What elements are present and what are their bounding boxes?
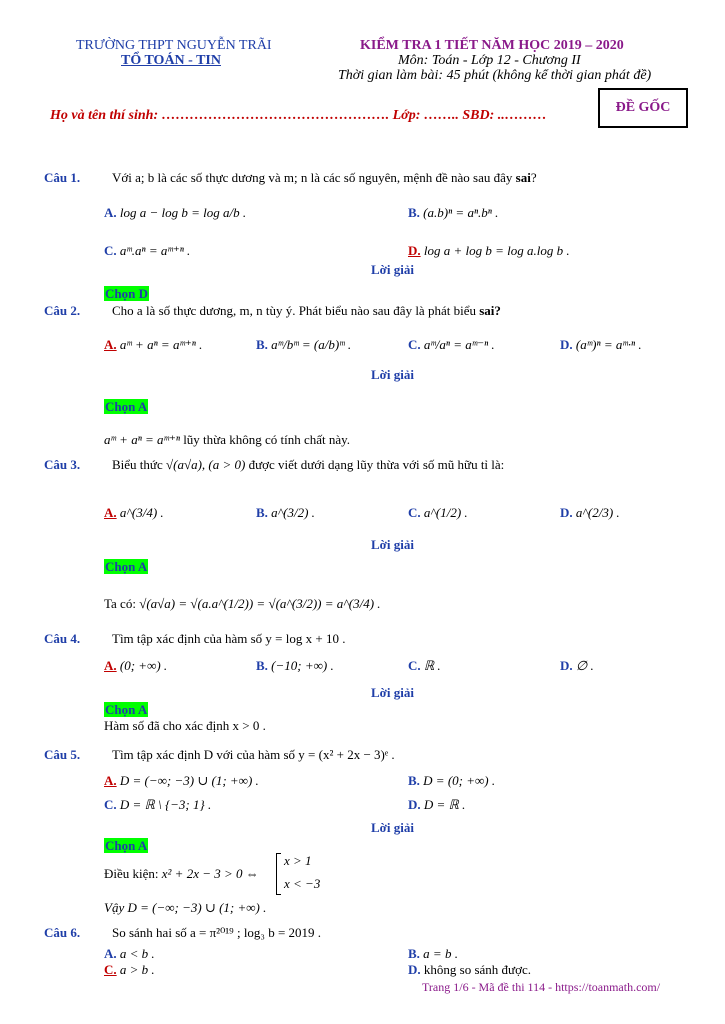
option-letter: A. bbox=[104, 946, 117, 961]
answer-badge bbox=[104, 559, 148, 575]
answer-badge bbox=[104, 399, 148, 415]
question-text: So sánh hai số a = π²⁰¹⁹ ; log₃ b = 2019 . bbox=[112, 925, 322, 940]
option-d[interactable] bbox=[408, 797, 465, 813]
option-a[interactable] bbox=[104, 773, 259, 789]
solution-formula: √(a√a) = √(a.a^(1/2)) = √(a^(3/2)) = a^(3/4) . bbox=[139, 596, 381, 611]
question-end: ? bbox=[530, 170, 537, 185]
option-text: aᵐ.aⁿ = aᵐ⁺ⁿ . bbox=[119, 243, 191, 258]
exam-code-badge bbox=[598, 88, 688, 128]
option-c[interactable] bbox=[408, 337, 495, 353]
option-letter-correct: A. bbox=[104, 658, 117, 673]
solution-conclusion: Vậy D = (−∞; −3) ∪ (1; +∞) . bbox=[104, 900, 267, 915]
question-number: Câu 5. bbox=[44, 747, 81, 762]
option-letter-correct: D. bbox=[408, 243, 421, 258]
option-text: a^(3/2) . bbox=[271, 505, 315, 520]
solution-explanation bbox=[104, 596, 381, 612]
option-a[interactable] bbox=[104, 505, 164, 521]
option-letter: C. bbox=[408, 337, 421, 352]
option-text: D = ℝ . bbox=[423, 797, 466, 812]
question-body: Cho a là số thực dương, m, n tùy ý. Phát biểu nào sau đây là phát biểu bbox=[112, 303, 476, 318]
option-letter: C. bbox=[104, 797, 117, 812]
condition-case-1: x > 1 bbox=[284, 853, 312, 868]
solution-label: Lời giải bbox=[371, 685, 414, 700]
solution-formula: aᵐ + aⁿ = aᵐ⁺ⁿ bbox=[104, 432, 180, 447]
option-c[interactable] bbox=[408, 658, 441, 674]
option-text: (aᵐ)ⁿ = aᵐ·ⁿ . bbox=[575, 337, 642, 352]
option-letter: C. bbox=[104, 243, 117, 258]
option-letter-correct: C. bbox=[104, 962, 117, 977]
question-text bbox=[112, 303, 501, 319]
option-d[interactable] bbox=[408, 243, 570, 259]
exam-title: KIỂM TRA 1 TIẾT NĂM HỌC 2019 – 2020 bbox=[360, 38, 624, 53]
option-b[interactable] bbox=[256, 505, 315, 521]
question-text bbox=[112, 457, 504, 473]
option-b[interactable] bbox=[408, 946, 458, 962]
solution-condition bbox=[104, 866, 259, 882]
option-c[interactable] bbox=[104, 797, 211, 813]
option-b[interactable] bbox=[256, 658, 334, 674]
solution-intro: Ta có: bbox=[104, 596, 136, 611]
option-text: D = (−∞; −3) ∪ (1; +∞) . bbox=[119, 773, 259, 788]
option-text: aᵐ + aⁿ = aᵐ⁺ⁿ . bbox=[119, 337, 203, 352]
answer-text: Chọn A bbox=[105, 399, 148, 414]
option-letter: B. bbox=[256, 658, 268, 673]
option-a[interactable] bbox=[104, 337, 202, 353]
option-text: a < b . bbox=[119, 946, 155, 961]
question-number: Câu 6. bbox=[44, 925, 81, 940]
option-b[interactable] bbox=[408, 773, 495, 789]
option-letter-correct: A. bbox=[104, 337, 117, 352]
exam-duration: Thời gian làm bài: 45 phút (không kể thời gian phát đề) bbox=[338, 68, 652, 83]
solution-label: Lời giải bbox=[371, 537, 414, 552]
option-text: a^(1/2) . bbox=[423, 505, 468, 520]
option-text: aᵐ/bᵐ = (a/b)ᵐ . bbox=[271, 337, 352, 352]
option-letter: A. bbox=[104, 205, 117, 220]
question-number: Câu 4. bbox=[44, 631, 81, 646]
solution-explanation: Hàm số đã cho xác định x > 0 . bbox=[104, 718, 266, 733]
solution-text: lũy thừa không có tính chất này. bbox=[183, 432, 351, 447]
option-a[interactable] bbox=[104, 205, 246, 221]
answer-badge bbox=[104, 702, 148, 718]
question-text bbox=[112, 170, 537, 186]
question-number: Câu 3. bbox=[44, 457, 81, 472]
option-text: D = (0; +∞) . bbox=[423, 773, 496, 788]
option-letter: D. bbox=[408, 797, 421, 812]
question-number: Câu 1. bbox=[44, 170, 81, 185]
option-d[interactable] bbox=[560, 658, 594, 674]
answer-text: Chọn D bbox=[105, 286, 148, 301]
option-text: a^(3/4) . bbox=[119, 505, 164, 520]
option-b[interactable] bbox=[408, 205, 498, 221]
option-letter: D. bbox=[560, 658, 573, 673]
badge-text: ĐỀ GỐC bbox=[615, 100, 671, 115]
question-emphasis: sai? bbox=[479, 303, 501, 318]
option-text: aᵐ/aⁿ = aᵐ⁻ⁿ . bbox=[423, 337, 495, 352]
question-text: Tìm tập xác định của hàm số y = log x + 10 . bbox=[112, 631, 346, 646]
department-name: TỔ TOÁN - TIN bbox=[121, 53, 221, 68]
option-c[interactable] bbox=[104, 243, 190, 259]
option-text: (a.b)ⁿ = aⁿ.bⁿ . bbox=[423, 205, 499, 220]
student-info-line: Họ và tên thí sinh: …………………………………………. Lớp: …….. SBD: ..……… bbox=[50, 108, 547, 123]
question-body: Biểu thức bbox=[112, 457, 163, 472]
question-body-end: được viết dưới dạng lũy thừa với số mũ hữu tỉ là: bbox=[248, 457, 505, 472]
condition-formula: x² + 2x − 3 > 0 ⇔ bbox=[161, 866, 259, 881]
option-letter: D. bbox=[560, 337, 573, 352]
question-expression: √(a√a), (a > 0) bbox=[165, 457, 246, 472]
option-letter: B. bbox=[408, 946, 420, 961]
option-letter: B. bbox=[408, 773, 420, 788]
option-text: không so sánh được. bbox=[423, 962, 531, 977]
option-text: ∅ . bbox=[575, 658, 594, 673]
option-d[interactable] bbox=[408, 962, 531, 978]
option-d[interactable] bbox=[560, 337, 642, 353]
exam-subject: Môn: Toán - Lớp 12 - Chương II bbox=[398, 53, 581, 68]
question-emphasis: sai bbox=[515, 170, 531, 185]
option-a[interactable] bbox=[104, 658, 167, 674]
option-text: log a + log b = log a.log b . bbox=[423, 243, 570, 258]
option-text: (0; +∞) . bbox=[119, 658, 168, 673]
option-letter: D. bbox=[560, 505, 573, 520]
solution-explanation bbox=[104, 432, 350, 448]
option-text: (−10; +∞) . bbox=[271, 658, 334, 673]
option-letter: C. bbox=[408, 658, 421, 673]
option-text: a > b . bbox=[119, 962, 155, 977]
option-text: ℝ . bbox=[423, 658, 441, 673]
option-a[interactable] bbox=[104, 946, 155, 962]
question-number: Câu 2. bbox=[44, 303, 81, 318]
option-letter: B. bbox=[256, 337, 268, 352]
answer-text: Chọn A bbox=[105, 559, 148, 574]
option-letter-correct: A. bbox=[104, 505, 117, 520]
solution-label: Lời giải bbox=[371, 262, 414, 277]
condition-label: Điều kiện: bbox=[104, 866, 159, 881]
option-letter: D. bbox=[408, 962, 421, 977]
option-b[interactable] bbox=[256, 337, 351, 353]
option-text: a^(2/3) . bbox=[575, 505, 620, 520]
option-c[interactable] bbox=[408, 505, 468, 521]
option-text: a = b . bbox=[423, 946, 458, 961]
solution-label: Lời giải bbox=[371, 820, 414, 835]
option-text: log a − log b = log a/b . bbox=[119, 205, 247, 220]
answer-badge bbox=[104, 838, 148, 854]
question-body: Với a; b là các số thực dương và m; n là các số nguyên, mệnh đề nào sau đây bbox=[112, 170, 513, 185]
option-d[interactable] bbox=[560, 505, 620, 521]
answer-badge bbox=[104, 286, 149, 302]
condition-case-2: x < −3 bbox=[284, 876, 321, 891]
solution-label: Lời giải bbox=[371, 367, 414, 382]
school-name: TRƯỜNG THPT NGUYỄN TRÃI bbox=[76, 38, 272, 53]
answer-text: Chọn A bbox=[105, 702, 148, 717]
option-text: D = ℝ \ {−3; 1} . bbox=[119, 797, 212, 812]
option-letter: B. bbox=[408, 205, 420, 220]
page-footer: Trang 1/6 - Mã đề thi 114 - https://toanmath.com/ bbox=[422, 980, 661, 994]
question-text: Tìm tập xác định D với của hàm số y = (x² + 2x − 3)ᵉ . bbox=[112, 747, 395, 762]
answer-text: Chọn A bbox=[105, 838, 148, 853]
option-letter-correct: A. bbox=[104, 773, 117, 788]
option-letter: C. bbox=[408, 505, 421, 520]
option-c[interactable] bbox=[104, 962, 155, 978]
option-letter: B. bbox=[256, 505, 268, 520]
condition-bracket bbox=[276, 853, 281, 895]
